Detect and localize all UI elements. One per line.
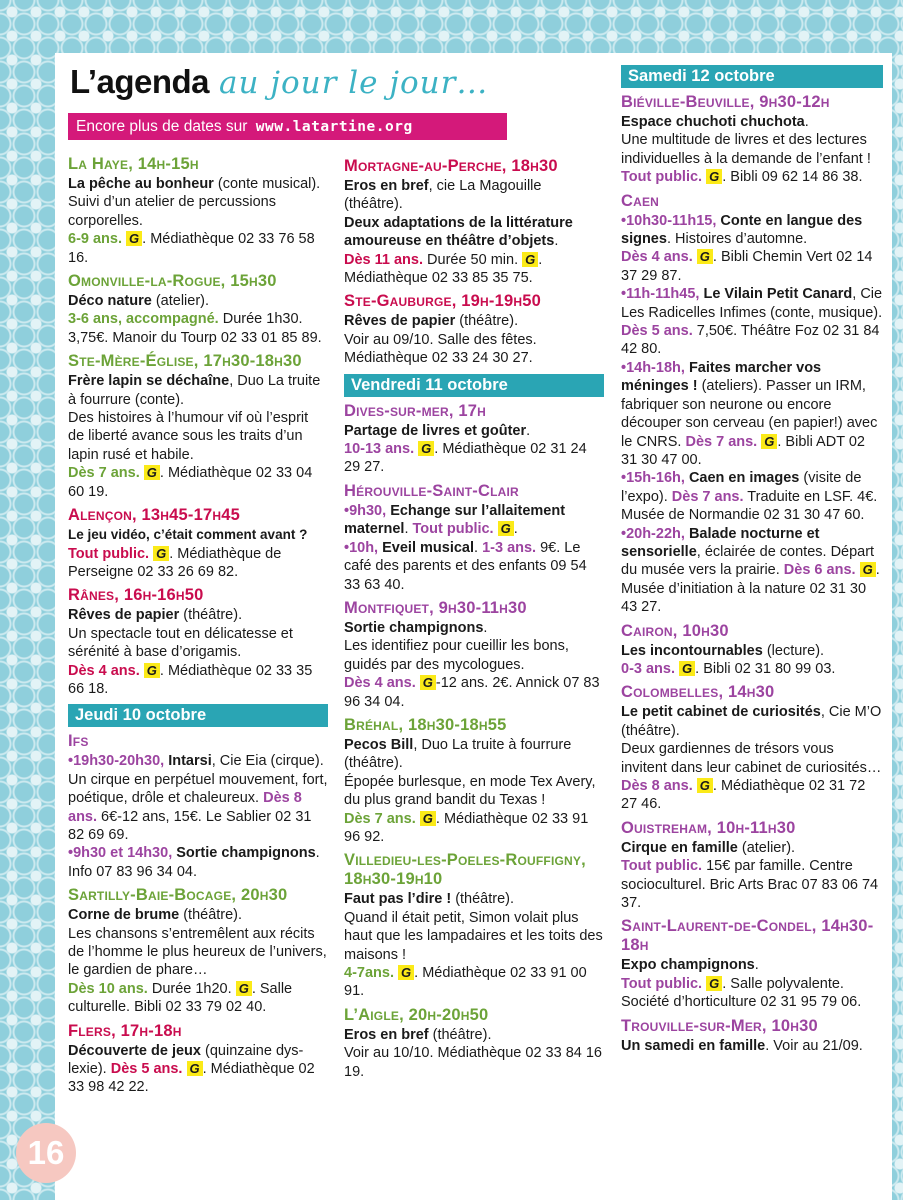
event-time: •10h, (344, 539, 379, 556)
event-place: L’Aigle, 20h-20h50 (344, 1005, 489, 1024)
event-title-2: Deux adaptations de la littérature amoureuse en théâtre d’objets (344, 214, 573, 250)
event-age: Tout public. (621, 975, 703, 992)
free-icon: G (144, 663, 160, 678)
event-info: . Bibli ADT 02 31 30 47 00. (621, 433, 865, 468)
event-end: . (513, 521, 518, 538)
free-icon: G (187, 1061, 203, 1076)
event-laigle (344, 1006, 604, 1081)
event-info: . Médiathèque 02 33 91 96 92. (344, 810, 589, 845)
event-saint-laurent (621, 917, 883, 1011)
event-villedieu (344, 851, 604, 1000)
free-icon: G (420, 811, 436, 826)
column-1 (68, 155, 328, 1102)
event-age: 0-3 ans. (621, 660, 675, 677)
page-number-badge: 16 (16, 1123, 76, 1183)
event-desc: (lecture). (762, 642, 825, 659)
event-desc: , éclairée de contes. Départ du musée vers la prairie. (621, 543, 875, 579)
event-info: 6€-12 ans, 15€. Le Sablier 02 31 82 69 69. (68, 808, 312, 843)
free-icon: G (522, 252, 538, 267)
event-info-2: . Salle culturelle. Bibli 02 33 79 02 40. (68, 980, 293, 1016)
event-place: Cairon, 10h30 (621, 621, 729, 640)
event-desc: , Duo La truite à fourrure (conte). (68, 373, 321, 408)
free-icon: G (126, 231, 142, 246)
event-age: Tout public. (412, 521, 494, 538)
event-desc: . (474, 539, 479, 556)
event-ste-mere-eglise (68, 352, 328, 501)
event-desc: . (526, 422, 531, 439)
free-icon: G (679, 661, 695, 676)
event-title: Eveil musical (382, 539, 475, 556)
event-age: Tout public. (68, 545, 150, 562)
event-desc: . (483, 619, 488, 636)
event-desc: (théâtre). (179, 607, 243, 624)
event-title: Pecos Bill (344, 736, 414, 753)
event-place: Montfiquet, 9h30-11h30 (344, 598, 527, 617)
event-place: Caen (621, 191, 660, 210)
event-ste-gauburge (344, 292, 604, 367)
event-place: Flers, 17h-18h (68, 1021, 182, 1040)
event-desc: (conte musical). Suivi d’un atelier de percussions corporelles. (68, 176, 321, 229)
event-age: Dès 7 ans. (685, 433, 758, 450)
event-title: Faut pas l’dire ! (344, 891, 452, 908)
event-montfiquet (344, 599, 604, 711)
event-title: Espace chuchoti chuchota (621, 114, 805, 130)
event-info: . Médiathèque 02 33 91 00 91. (344, 965, 587, 1000)
event-desc: , Cie Les Radicelles Infimes (conte, musique). (621, 286, 883, 321)
event-desc: . (804, 114, 809, 130)
event-info: Traduite en LSF. 4€. Musée de Normandie 02 31 30 47 60. (621, 488, 878, 524)
page-header (70, 63, 590, 113)
event-info: . Médiathèque 02 31 24 29 27. (344, 441, 587, 476)
event-place: Ifs (68, 732, 89, 751)
event-age: Dès 4 ans. (621, 249, 693, 266)
event-age: Dès 5 ans. (621, 323, 693, 340)
event-desc-2: Un spectacle tout en délicatesse et sérénité à base d’origamis. (68, 625, 293, 661)
event-info: . Bibli 09 62 14 86 38. (722, 169, 863, 186)
event-age: Dès 7 ans. (344, 810, 416, 827)
column-2 (344, 157, 604, 1086)
event-time: •9h30, (344, 502, 387, 519)
event-herouville (344, 482, 604, 594)
event-info: Durée 1h30. 3,75€. Manoir du Tourp 02 33 01 85 89. (68, 311, 322, 346)
event-desc: (théâtre). (428, 1026, 492, 1043)
event-place: Bréhal, 18h30-18h55 (344, 715, 507, 734)
event-desc-2: Les chansons s’entremêlent aux récits de l’homme le plus heureux de l’univers, le gardien de phare… (68, 925, 327, 979)
event-title: Frère lapin se déchaîne (68, 373, 230, 390)
event-info: . Bibli Chemin Vert 02 14 37 29 87. (621, 249, 873, 284)
event-title: Expo champignons (621, 957, 755, 974)
event-desc: (théâtre). (451, 891, 515, 908)
event-desc-2: Deux gardiennes de trésors vous invitent dans leur cabinet de curiosités… (621, 741, 882, 776)
event-place: Ouistreham, 10h-11h30 (621, 818, 796, 837)
event-title: Un samedi en famille (621, 1037, 766, 1054)
event-title: Découverte de jeux (68, 1042, 201, 1059)
event-cairon (621, 622, 883, 679)
event-age: Dès 8 ans. (621, 778, 693, 794)
event-desc-2: Des histoires à l’humour vif où l’esprit de liberté avance sous les traits d’un lapin rusé et habile. (68, 410, 309, 463)
free-icon: G (498, 521, 514, 536)
event-desc: . (404, 521, 409, 538)
free-icon: G (860, 562, 876, 577)
event-age: 10-13 ans. (344, 441, 415, 458)
event-place: Dives-sur-mer, 17h (344, 401, 487, 420)
event-info: Voir au 10/10. Médiathèque 02 33 84 16 19. (344, 1045, 602, 1080)
event-desc: (visite de l’expo). (621, 470, 862, 505)
event-time: •20h-22h, (621, 525, 685, 542)
event-title: Les incontournables (621, 642, 763, 659)
event-age: 4-7ans. (344, 965, 394, 981)
day-header-thursday: Jeudi 10 octobre (68, 704, 328, 727)
event-place: Sartilly-Baie-Bocage, 20h30 (68, 886, 288, 905)
event-info: . Médiathèque 02 31 72 27 46. (621, 778, 866, 813)
event-mortagne (344, 157, 604, 287)
event-place: Trouville-sur-Mer, 10h30 (621, 1016, 818, 1035)
event-age: Dès 7 ans. (671, 488, 744, 505)
free-icon: G (418, 441, 434, 456)
event-title: Partage de livres et goûter (344, 422, 527, 439)
event-place: Saint-Laurent-de-Condel, 14h30-18h (621, 917, 874, 955)
event-age: Dès 6 ans. (783, 562, 856, 579)
event-title: Déco nature (68, 293, 152, 310)
event-place: Colombelles, 14h30 (621, 683, 775, 702)
event-info: . Médiathèque 02 33 76 58 16. (68, 231, 315, 266)
event-ifs (68, 732, 328, 881)
event-colombelles (621, 683, 883, 813)
more-dates-banner (68, 113, 507, 140)
event-time: •15h-16h, (621, 470, 685, 487)
event-desc: (théâtre). (179, 907, 243, 924)
event-desc-2: Quand il était petit, Simon volait plus haut que les lampadaires et les toits des maisons ! (344, 909, 603, 963)
free-icon: G (420, 675, 436, 690)
event-place: Rânes, 16h-16h50 (68, 586, 204, 605)
event-age: 3-6 ans, accompagné. (68, 311, 219, 328)
event-time: •11h-11h45, (621, 286, 700, 303)
event-title: Echange sur l’allaitement maternel (344, 502, 566, 538)
event-title: Balade nocturne et sensorielle (621, 525, 820, 560)
event-time: •19h30-20h30, (68, 753, 165, 770)
day-header-friday: Vendredi 11 octobre (344, 374, 604, 397)
event-dives (344, 402, 604, 477)
event-title: Sortie champignons (176, 845, 316, 862)
event-title: Eros en bref (344, 178, 429, 194)
event-desc: , cie La Magouille (théâtre). (344, 178, 542, 213)
page-sheet (55, 53, 892, 1200)
event-title: Le Vilain Petit Canard (703, 286, 853, 303)
event-age: Dès 4 ans. (344, 675, 416, 692)
event-title: Cirque en famille (621, 839, 738, 856)
event-desc: , Cie M’O (théâtre). (621, 704, 882, 739)
free-icon: G (236, 981, 252, 996)
event-title: Faites marcher vos méninges ! (621, 359, 822, 395)
event-info: -12 ans. 2€. Annick 07 83 96 34 04. (344, 675, 600, 710)
event-desc: (ateliers). Passer un IRM, fabriquer son neurone ou encore découper son cerveau (en papier!) avec le CNRS. (621, 378, 878, 450)
event-title: Le petit cabinet de curiosités (621, 704, 821, 721)
page-title-script: au jour le jour… (219, 65, 489, 101)
event-place: Ste-Gauburge, 19h-19h50 (344, 292, 541, 311)
event-desc: (quinzaine dys-lexie). (68, 1042, 304, 1078)
event-time: •14h-18h, (621, 359, 685, 376)
event-title: Intarsi (168, 753, 212, 770)
event-age: Tout public. (621, 858, 703, 875)
event-title: Sortie champignons (344, 619, 484, 636)
event-age: 1-3 ans. (482, 539, 537, 556)
event-desc: . Histoires d’automne. (666, 231, 808, 248)
event-desc: (théâtre). (455, 313, 519, 330)
column-3 (621, 65, 883, 1060)
more-dates-link[interactable]: www.latartine.org (255, 119, 413, 135)
event-age: 6-9 ans. (68, 231, 122, 248)
event-place: Omonville-la-Rogue, 15h30 (68, 272, 277, 291)
event-info: Durée 50 min. (423, 251, 519, 268)
event-sartilly (68, 886, 328, 1016)
event-title: La pêche au bonheur (68, 176, 214, 192)
event-brehal (344, 716, 604, 846)
event-info: 9€. Le café des parents et des enfants 09 54 33 63 40. (344, 539, 587, 593)
event-bieville (621, 93, 883, 187)
free-icon: G (706, 976, 722, 991)
free-icon: G (398, 965, 414, 980)
event-age: Dès 11 ans. (344, 251, 423, 268)
event-age: Dès 10 ans. (68, 980, 148, 997)
event-omonville (68, 272, 328, 347)
event-age: Dès 7 ans. (68, 465, 140, 482)
event-age: Dès 8 ans. (68, 790, 302, 825)
event-info: . Musée d’initiation à la nature 02 31 30 43 27. (621, 562, 880, 616)
event-alencon (68, 506, 328, 581)
event-time: •9h30 et 14h30, (68, 845, 173, 862)
event-caen (621, 192, 883, 617)
event-title: Eros en bref (344, 1026, 429, 1043)
event-place: Ste-Mère-Église, 17h30-18h30 (68, 352, 302, 371)
event-info: Durée 1h20. (147, 980, 232, 997)
event-info: . Médiathèque 02 33 98 42 22. (68, 1061, 315, 1096)
event-desc: . Voir au 21/09. (765, 1037, 863, 1054)
event-place: Mortagne-au-Perche, 18h30 (344, 157, 558, 175)
event-la-haye (68, 155, 328, 267)
event-desc-2: Les identifiez pour cueillir les bons, guidés par des mycologues. (344, 638, 569, 673)
event-title: Caen en images (688, 470, 800, 487)
event-flers (68, 1022, 328, 1097)
free-icon: G (706, 169, 722, 184)
event-info: . Médiathèque 02 33 04 60 19. (68, 465, 313, 500)
event-title: Corne de brume (68, 907, 180, 924)
event-desc-2: Épopée burlesque, en mode Tex Avery, du plus grand bandit du Texas ! (344, 773, 596, 809)
event-info: . Info 07 83 96 34 04. (68, 845, 320, 880)
event-desc: (atelier). (737, 839, 796, 856)
event-trouville (621, 1017, 883, 1055)
event-info: . Salle polyvalente. Société d’horticulture 02 31 95 79 06. (621, 975, 862, 1011)
free-icon: G (153, 546, 169, 561)
event-place: Alençon, 13h45-17h45 (68, 506, 240, 525)
event-info: 15€ par famille. Centre socioculturel. Bric Arts Brac 07 83 06 74 37. (621, 858, 879, 912)
event-title: Rêves de papier (344, 313, 456, 330)
event-title: Le jeu vidéo, c’était comment avant ? (68, 527, 308, 543)
event-info: . Médiathèque 02 33 35 66 18. (68, 662, 313, 697)
event-info-2: . Médiathèque 02 33 85 35 75. (344, 251, 543, 287)
event-place: La Haye, 14h-15h (68, 155, 199, 173)
event-age: Dès 5 ans. (110, 1061, 183, 1078)
event-desc: , Duo La truite à fourrure (théâtre). (344, 736, 572, 772)
event-title: Rêves de papier (68, 607, 180, 624)
event-place: Biéville-Beuville, 9h30-12h (621, 93, 830, 111)
event-age: Tout public. (621, 169, 703, 186)
event-place: Hérouville-Saint-Clair (344, 481, 519, 500)
event-desc: , Cie Eia (cirque). Un cirque en perpétuel mouvement, fort, poétique, drôle et chaleureux. (68, 753, 328, 807)
free-icon: G (697, 778, 713, 793)
free-icon: G (697, 249, 713, 264)
event-desc-2: Une multitude de livres et des lectures individuelles à la demande de l’enfant ! (621, 132, 871, 167)
event-info: . Médiathèque de Perseigne 02 33 26 69 82. (68, 545, 282, 580)
page-title: L’agenda (70, 63, 210, 100)
event-info: Voir au 09/10. Salle des fêtes. Médiathèque 02 33 24 30 27. (344, 331, 537, 367)
event-title: Conte en langue des signes (621, 212, 863, 248)
event-desc: (atelier). (151, 293, 210, 310)
event-info: 7,50€. Théâtre Foz 02 31 84 42 80. (621, 323, 880, 358)
event-ouistreham (621, 819, 883, 913)
day-header-saturday: Samedi 12 octobre (621, 65, 883, 88)
free-icon: G (144, 465, 160, 480)
event-age: Dès 4 ans. (68, 662, 140, 679)
event-ranes (68, 586, 328, 698)
more-dates-text: Encore plus de dates sur (76, 118, 248, 135)
event-place: Villedieu-les-Poeles-Rouffigny, 18h30-19h10 (344, 851, 586, 889)
event-time: •10h30-11h15, (621, 212, 717, 229)
event-info: . Bibli 02 31 80 99 03. (695, 660, 836, 677)
event-desc: . (754, 957, 759, 974)
free-icon: G (761, 434, 777, 449)
event-desc-2: . (554, 233, 559, 250)
